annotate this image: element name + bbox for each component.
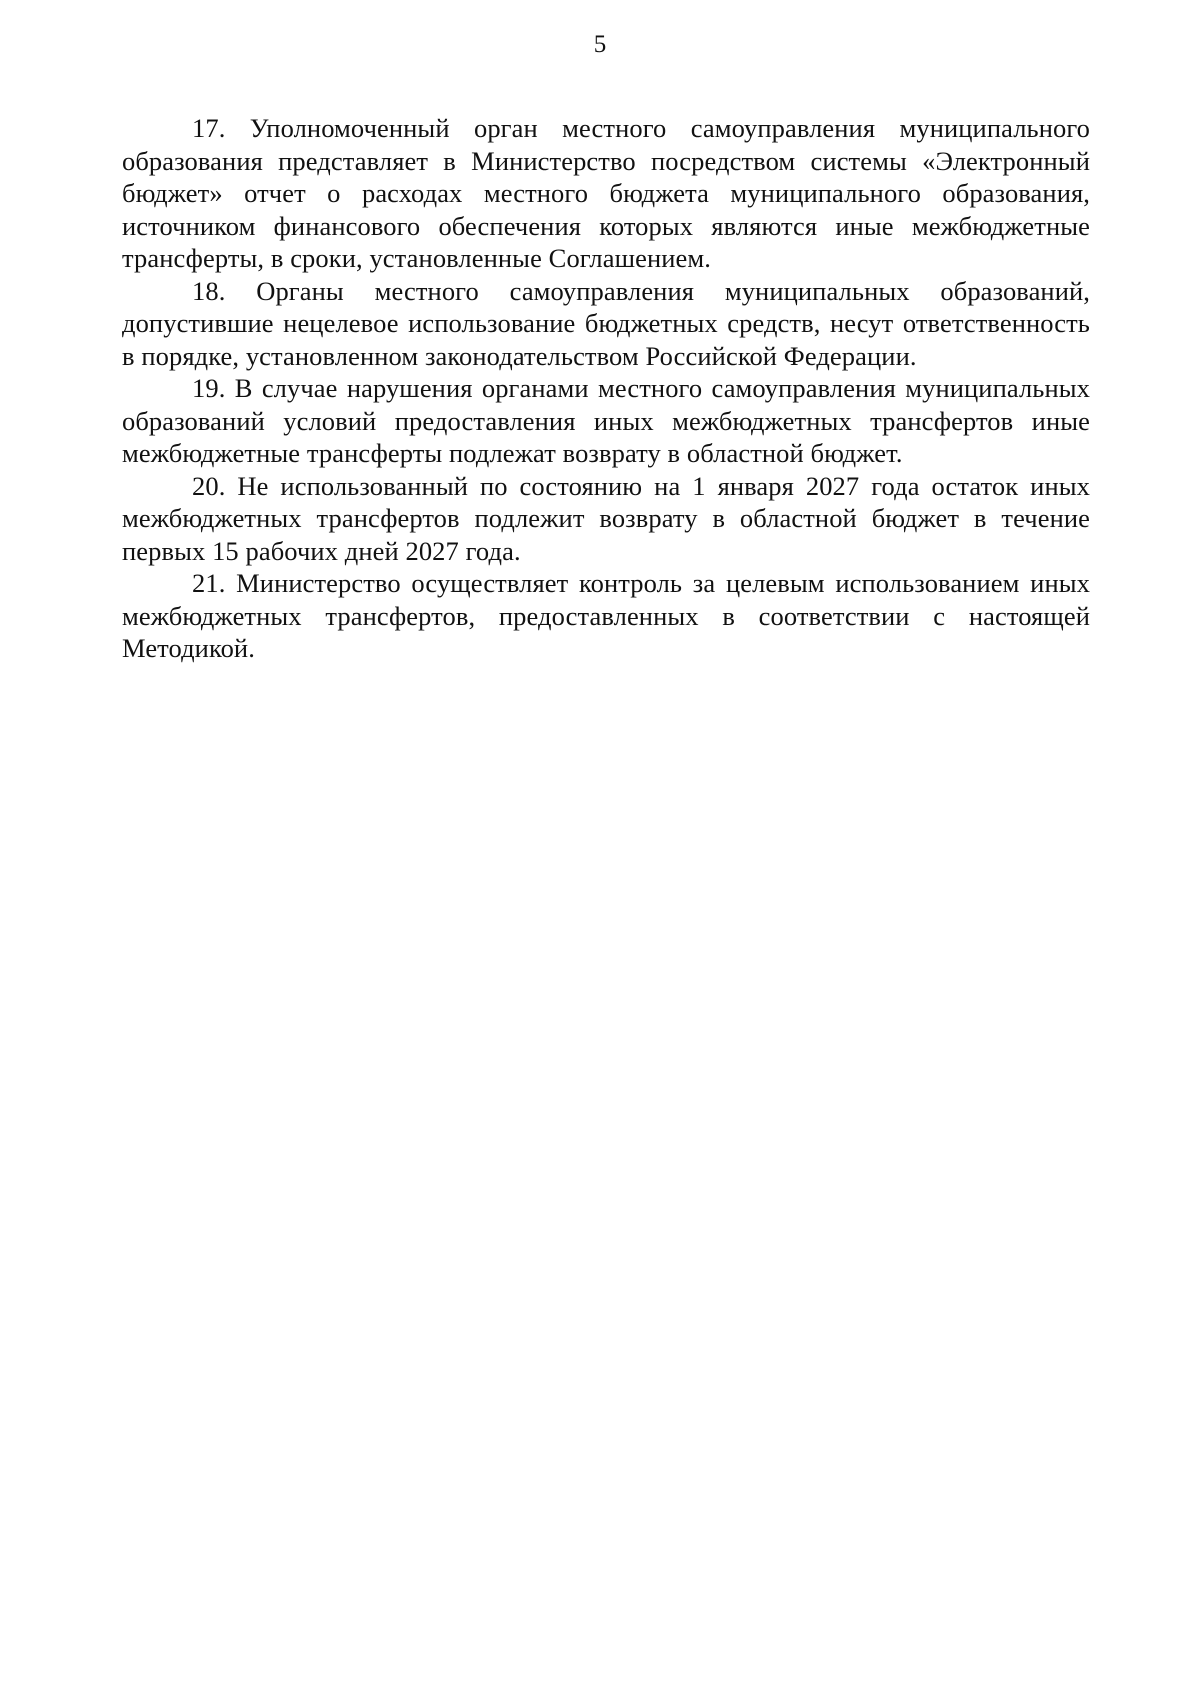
paragraph-18: 18. Органы местного самоуправления муниципальных образований, допустившие нецелевое использование бюджетных средств, несут ответственность в порядке, установленном законодательством Российской Федерации. [122, 275, 1090, 371]
paragraph-17: 17. Уполномоченный орган местного самоуправления муниципального образования представляет в Министерство посредством системы «Электронный бюджет» отчет о расходах местного бюджета муниципального образования, источником финансового обеспечения которых являются иные межбюджетные трансферты, в сроки, установленные Соглашением. [122, 113, 1090, 273]
paragraph-19: 19. В случае нарушения органами местного самоуправления муниципальных образований условий предоставления иных межбюджетных трансфертов иные межбюджетные трансферты подлежат возврату в областной бюджет. [122, 373, 1090, 468]
paragraph-21: 21. Министерство осуществляет контроль за целевым использованием иных межбюджетных трансфертов, предоставленных в соответствии с настоящей Методикой. [122, 568, 1090, 663]
document-body [122, 112, 1090, 665]
page-number: 5 [593, 31, 607, 58]
paragraph-20: 20. Не использованный по состоянию на 1 января 2027 года остаток иных межбюджетных трансфертов подлежит возврату в областной бюджет в течение первых 15 рабочих дней 2027 года. [122, 470, 1090, 566]
